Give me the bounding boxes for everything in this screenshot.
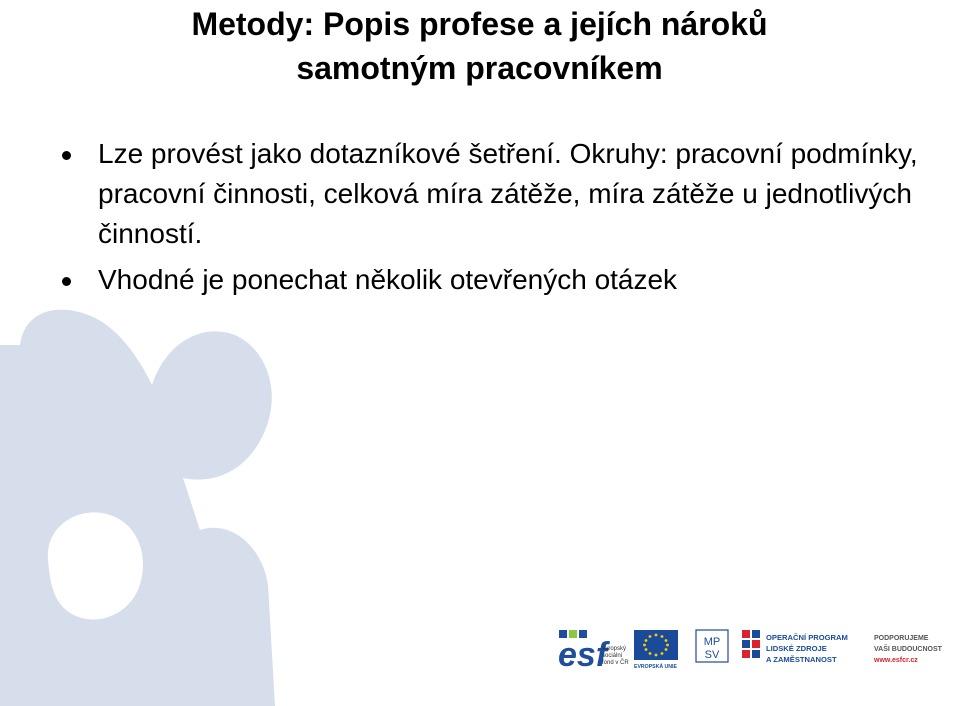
eu-caption: EVROPSKÁ UNIE <box>634 664 677 670</box>
esf-caption-2: sociální <box>602 653 623 659</box>
title-line-2: samotným pracovníkem <box>296 50 663 86</box>
support-line-2: VAŠI BUDOUCNOST <box>874 646 942 653</box>
esf-mark: esf <box>558 636 608 674</box>
esf-caption-1: evropský <box>602 646 627 652</box>
mpsv-line-1: MP <box>703 636 721 648</box>
op-line-1: OPERAČNÍ PROGRAM <box>766 633 848 642</box>
footer-logos <box>556 624 956 674</box>
esf-caption-3: fond v ČR <box>602 660 629 666</box>
support-line-1: PODPORUJEME <box>874 635 929 642</box>
title-line-1: Metody: Popis profese a jejích nároků <box>191 6 768 42</box>
mpsv-logo-icon <box>696 630 728 662</box>
op-line-3: A ZAMĚSTNANOST <box>766 655 837 664</box>
bullet-item <box>62 260 942 300</box>
puzzle-piece-icon <box>0 0 330 706</box>
oplzz-logo-icon <box>742 630 848 664</box>
eu-flag-icon <box>634 630 678 670</box>
slide-title <box>0 2 959 90</box>
bullet-text: Vhodné je ponechat několik otevřených otázek <box>98 264 678 295</box>
support-url: www.esfcr.cz <box>874 657 918 664</box>
op-line-2: LIDSKÉ ZDROJE <box>766 644 827 653</box>
bullet-dot-icon <box>62 151 71 160</box>
mpsv-line-2: SV <box>704 649 720 661</box>
bullet-text: Lze provést jako dotazníkové šetření. Okruhy: pracovní podmínky, pracovní činnosti, celková míra zátěže, míra zátěže u jednotlivých činností. <box>98 138 918 249</box>
esf-logo-icon <box>558 630 629 674</box>
bullet-dot-icon <box>62 277 71 286</box>
support-text <box>873 635 943 664</box>
bullet-list <box>62 134 942 306</box>
bullet-item <box>62 134 942 254</box>
